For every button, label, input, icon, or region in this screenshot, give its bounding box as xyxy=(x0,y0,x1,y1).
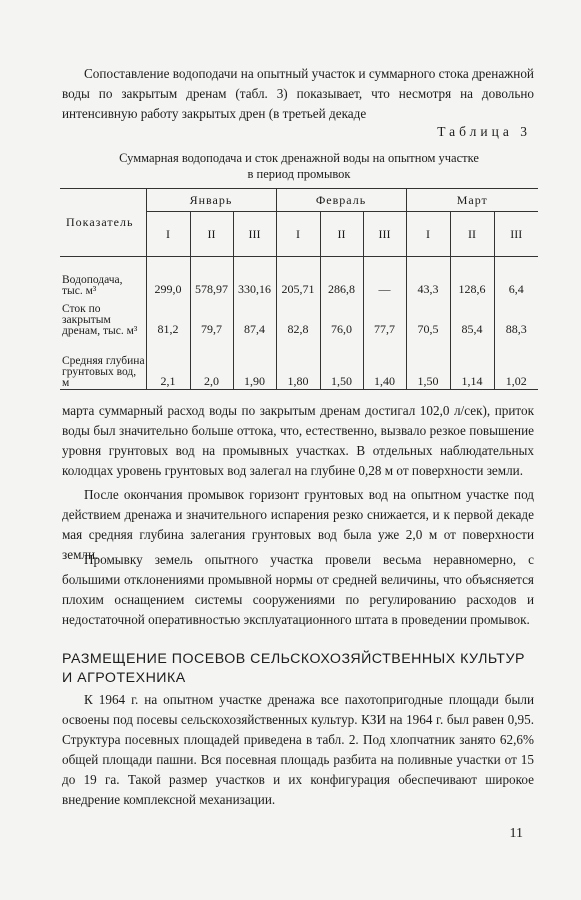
table-cell: 82,8 xyxy=(276,297,320,337)
table-cell: 43,3 xyxy=(406,257,450,298)
indicator-header: Показатель xyxy=(60,189,146,257)
decade-header: I xyxy=(406,212,450,257)
table-title: Суммарная водоподача и сток дренажной воды на опытном участке в период промывок xyxy=(119,151,479,181)
paragraph-crop-placement: К 1964 г. на опытном участке дренажа все пахотопригодные площади были освоены под посевы сельскохозяйственных культур. КЗИ на 1964 г. был равен 0,95. Структура посевных площадей приведена в табл. 2. Под хлопчатник занято 62,6% общей площади пашни. Вся посевная площадь разбита на поливные участки от 15 до 19 га. Такой размер участков и их конфигурация обеспечивают широкое внедрение комплексной механизации. xyxy=(62,692,534,807)
table-cell: 1,90 xyxy=(233,337,276,390)
table-row xyxy=(60,297,538,337)
paragraph-drainage-discharge: марта суммарный расход воды по закрытым дренам достигал 102,0 л/сек), приток воды был значительно больше оттока, что, естественно, вызвало резкое повышение уровня грунтовых вод на промывных участках. В отдельных наблюдательных колодцах уровень грунтовых вод залегал на глубине 0,28 м от поверхности земли. xyxy=(62,403,534,478)
table-cell: 2,1 xyxy=(146,337,190,390)
decade-header: III xyxy=(363,212,406,257)
decade-header: I xyxy=(146,212,190,257)
table-cell: 79,7 xyxy=(190,297,233,337)
table-cell: 205,71 xyxy=(276,257,320,298)
table-cell: 128,6 xyxy=(450,257,494,298)
row-label: Средняя глубина грунтовых вод, м xyxy=(60,337,146,390)
table-cell: 299,0 xyxy=(146,257,190,298)
month-header: Январь xyxy=(146,189,276,212)
data-table xyxy=(60,188,538,390)
table-cell: 88,3 xyxy=(494,297,538,337)
table-cell: 578,97 xyxy=(190,257,233,298)
decade-header: III xyxy=(494,212,538,257)
table-cell: 1,50 xyxy=(320,337,363,390)
table-cell: 1,14 xyxy=(450,337,494,390)
decade-header: II xyxy=(190,212,233,257)
table-cell: 1,50 xyxy=(406,337,450,390)
page-number: 11 xyxy=(509,826,523,841)
row-label: Сток по закрытым дренам, тыс. м³ xyxy=(62,303,138,337)
table-cell: 330,16 xyxy=(233,257,276,298)
table-cell: 77,7 xyxy=(363,297,406,337)
table-cell: 6,4 xyxy=(494,257,538,298)
table-cell: 1,80 xyxy=(276,337,320,390)
section-heading: РАЗМЕЩЕНИЕ ПОСЕВОВ СЕЛЬСКОХОЗЯЙСТВЕННЫХ КУЛЬТУР И АГРОТЕХНИКА xyxy=(62,651,525,686)
table-caption: Таблица 3 xyxy=(437,124,531,139)
decade-header: I xyxy=(276,212,320,257)
paragraph-water-supply-comparison: Сопоставление водоподачи на опытный участок и суммарного стока дренажной воды по закрытым дренам (табл. 3) показывает, что несмотря на довольно интенсивную работу закрытых дрен (в третьей декаде xyxy=(62,66,534,121)
month-header: Февраль xyxy=(276,189,406,212)
table-cell: 76,0 xyxy=(320,297,363,337)
decade-header: II xyxy=(450,212,494,257)
table-cell: 70,5 xyxy=(406,297,450,337)
table-cell: 2,0 xyxy=(190,337,233,390)
table-cell: 81,2 xyxy=(146,297,190,337)
decade-header: II xyxy=(320,212,363,257)
table-cell: 1,02 xyxy=(494,337,538,390)
month-header: Март xyxy=(406,189,538,212)
table-row xyxy=(60,337,538,390)
table-cell: 286,8 xyxy=(320,257,363,298)
row-label: Водоподача, тыс. м³ xyxy=(62,274,123,297)
table-cell: 85,4 xyxy=(450,297,494,337)
table-row xyxy=(60,257,538,298)
table-cell: 87,4 xyxy=(233,297,276,337)
paragraph-uneven-leaching: Промывку земель опытного участка провели весьма неравномерно, с большими отклонениями промывной нормы от средней величины, что объясняется плохим оснащением системы сооружениями по регулированию расходов и недостаточной оперативностью эксплуатационного штата в проведении промывок. xyxy=(62,552,534,627)
decade-header: III xyxy=(233,212,276,257)
table-cell: 1,40 xyxy=(363,337,406,390)
table-cell: — xyxy=(363,257,406,298)
paragraph-after-leaching: После окончания промывок горизонт грунтовых вод на опытном участке под действием дренажа и значительного испарения резко снижается, и к первой декаде мая средняя глубина залегания грунтовых вод была уже 2,0 м от поверхности земли. xyxy=(62,487,534,562)
